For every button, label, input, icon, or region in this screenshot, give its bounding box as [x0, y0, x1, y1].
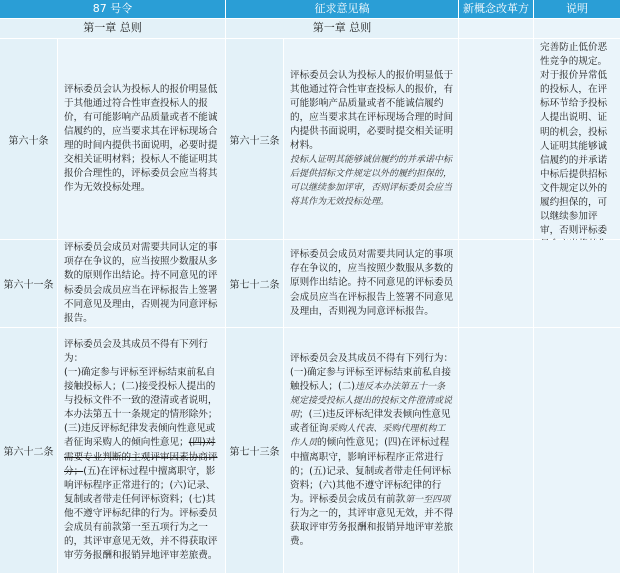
- article-text: 评标委员会成员对需要共同认定的事项存在争议的，应当按照少数服从多数的原则作出结论。持不同意见的评标委员会成员应当在评标报告上签署不同意见及理由，否则视为同意评标报告。: [64, 242, 218, 324]
- article-text: 评标委员会认为投标人的报价明显低于其他通过符合性审查投标人的报价，有可能影响产品质量或者不能诚信履约的，应当要求其在评标现场合理的时间内提供书面说明，必要时提交相关证明材料。: [290, 69, 454, 152]
- article-right-72-text: [284, 240, 459, 328]
- header-87-order: 87 号令: [0, 0, 226, 19]
- reform-cell-1: [459, 39, 534, 240]
- article-left-62: 第六十二条: [0, 328, 58, 574]
- article-right-63: 第六十三条: [226, 39, 284, 240]
- handwritten-text: 违反本办法第五十一条规定接受投标人提出的投标文件澄清或说明: [290, 382, 453, 421]
- article-left-61: 第六十一条: [0, 240, 58, 328]
- article-left-62-text: [58, 328, 226, 574]
- article-text: 评标委员会成员对需要共同认定的事项存在争议的，应当按照少数服从多数的原则作出结论。持不同意见的评标委员会成员应当在评标报告上签署不同意见及理由，否则视为同意评标报告。: [290, 249, 454, 317]
- header-explanation: 说明: [534, 0, 621, 19]
- deleted-text: (四)对需要专业判断的主观评审因素协商评分；: [64, 437, 218, 477]
- reform-cell-3: [459, 328, 534, 574]
- handwritten-text: 第一至四项: [405, 494, 451, 505]
- text-part: ；(三)违反评标纪律发表倾向性意见或者征询: [290, 409, 451, 435]
- chapter-left: 第一章 总则: [0, 19, 226, 39]
- article-right-73-text: [284, 328, 459, 574]
- note-cell-2: [534, 240, 621, 328]
- article-handwritten: 投标人证明其能够诚信履约的并承诺中标后提供招标文件规定以外的履约担保的，可以继续参加评审，否则评标委员会应当将其作为无效投标处理。: [290, 155, 453, 208]
- chapter-note-empty: [534, 19, 621, 39]
- reform-cell-2: [459, 240, 534, 328]
- article-left-60-text: [58, 39, 226, 240]
- note-cell-1: [534, 39, 621, 240]
- chapter-right: 第一章 总则: [226, 19, 459, 39]
- text-part: (一)确定参与评标至评标结束前私自接触投标人；(二)接受投标人提出的与投标文件不一致的澄清或者说明，本办法第五十一条规定的情形除外；(三)违反评标纪律发表倾向性意见或者征询采购人的倾向性意见；: [64, 366, 218, 449]
- article-text: 评标委员会认为投标人的报价明显低于其他通过符合性审查投标人的报价，有可能影响产品质量或者不能诚信履约的，应当要求其在评标现场合理的时间内提供书面说明，必要时提交相关证明材料；投标人不能证明其报价合理性的，评标委员会应当将其作为无效投标处理。: [64, 83, 218, 194]
- text-part: 评标委员会及其成员不得有下列行为：: [290, 352, 454, 364]
- header-reform-direction: 新概念改革方: [459, 0, 534, 19]
- article-left-60: 第六十条: [0, 39, 58, 240]
- note-cell-3: [534, 328, 621, 574]
- text-part: (五)在评标过程中擅离职守，影响评标程序正常进行的；(六)记录、复制或者带走任何评标资料；(七)其他不遵守评标纪律的行为。评标委员会成员有前款第一至五项行为之一的，其评审意见无效，并不得获取评审劳务报酬和报销异地评审差旅费。: [64, 465, 218, 562]
- article-right-73: 第七十三条: [226, 328, 284, 574]
- handwritten-text: 采购人代表、采购代理机构工作人员: [290, 424, 446, 449]
- article-text: [64, 338, 221, 564]
- article-text: [290, 352, 454, 549]
- text-part: 的倾向性意见；(四)在评标过程中擅离职守，影响评标程序正常进行的；(五)记录、复制或者带走任何评标资料；(六)其他不遵守评标纪律的行为。评标委员会成员有前款: [290, 437, 451, 505]
- text-part: 行为之一的，其评审意见无效，并不得获取评审劳务报酬和报销异地评审差旅费。: [290, 507, 454, 548]
- text-part: (一)确定参与评标至评标结束前私自接触投标人；(二): [290, 366, 451, 393]
- chapter-reform-empty: [459, 19, 534, 39]
- text-part: 评标委员会及其成员不得有下列行为：: [64, 338, 208, 364]
- article-left-61-text: [58, 240, 226, 328]
- header-draft: 征求意见稿: [226, 0, 459, 19]
- note-text: 完善防止低价恶性竞争的规定。对于报价异常低的投标人，在评标环节给予投标人提出说明、证明的机会，投标人证明其能够诚信履约的并承诺中标后提供招标文件规定以外的履约担保的，可以继续参加评审，否则评标委: [540, 42, 608, 237]
- article-right-72: 第七十二条: [226, 240, 284, 328]
- article-right-63-text: [284, 39, 459, 240]
